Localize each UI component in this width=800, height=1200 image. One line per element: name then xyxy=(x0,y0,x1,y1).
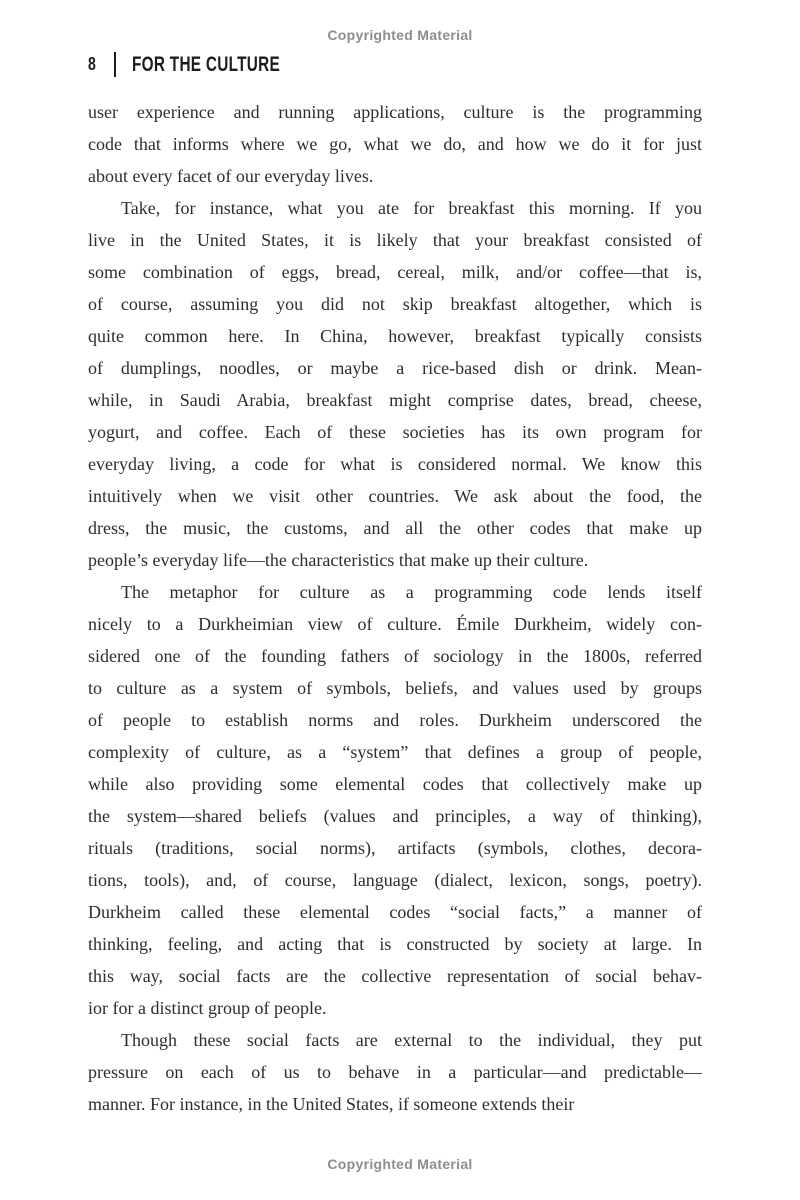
text-line: some combination of eggs, bread, cereal, milk, and/or coffee—that is, xyxy=(88,262,702,282)
text-line: of dumplings, noodles, or maybe a rice-based dish or drink. Mean- xyxy=(88,358,702,378)
text-line: of course, assuming you did not skip breakfast altogether, which is xyxy=(88,294,702,314)
text-line: thinking, feeling, and acting that is constructed by society at large. In xyxy=(88,934,702,954)
text-line: to culture as a system of symbols, beliefs, and values used by groups xyxy=(88,678,702,698)
text-line: Take, for instance, what you ate for breakfast this morning. If you xyxy=(121,198,702,218)
text-line: user experience and running applications, culture is the programming xyxy=(88,102,702,122)
text-line: dress, the music, the customs, and all the other codes that make up xyxy=(88,518,702,538)
text-line: everyday living, a code for what is considered normal. We know this xyxy=(88,454,702,474)
text-line: while also providing some elemental codes that collectively make up xyxy=(88,774,702,794)
text-line: rituals (traditions, social norms), artifacts (symbols, clothes, decora- xyxy=(88,838,702,858)
text-line: this way, social facts are the collective representation of social behav- xyxy=(88,966,702,986)
body-text xyxy=(88,96,702,1120)
text-line: code that informs where we go, what we do, and how we do it for just xyxy=(88,134,702,154)
text-line: sidered one of the founding fathers of sociology in the 1800s, referred xyxy=(88,646,702,666)
copyright-notice-top: Copyrighted Material xyxy=(327,27,473,43)
text-line: The metaphor for culture as a programming code lends itself xyxy=(121,582,702,602)
text-line: manner. For instance, in the United States, if someone extends their xyxy=(88,1094,575,1114)
page-number: 8 xyxy=(88,54,96,74)
text-line: nicely to a Durkheimian view of culture. Émile Durkheim, widely con- xyxy=(88,614,702,634)
text-line: quite common here. In China, however, breakfast typically consists xyxy=(88,326,702,346)
text-line: Durkheim called these elemental codes “social facts,” a manner of xyxy=(88,902,702,922)
text-line: yogurt, and coffee. Each of these societies has its own program for xyxy=(88,422,702,442)
text-line: the system—shared beliefs (values and principles, a way of thinking), xyxy=(88,806,702,826)
text-line: about every facet of our everyday lives. xyxy=(88,166,374,186)
text-line: people’s everyday life—the characteristics that make up their culture. xyxy=(88,550,589,570)
text-line: Though these social facts are external to the individual, they put xyxy=(121,1030,702,1050)
running-header xyxy=(88,52,335,77)
chapter-title: FOR THE CULTURE xyxy=(132,52,281,76)
text-line: ior for a distinct group of people. xyxy=(88,998,327,1018)
text-line: of people to establish norms and roles. Durkheim underscored the xyxy=(88,710,702,730)
text-line: tions, tools), and, of course, language (dialect, lexicon, songs, poetry). xyxy=(88,870,702,890)
text-line: pressure on each of us to behave in a particular—and predictable— xyxy=(88,1062,702,1082)
text-line: live in the United States, it is likely that your breakfast consisted of xyxy=(88,230,702,250)
copyright-notice-bottom: Copyrighted Material xyxy=(327,1156,473,1172)
text-line: while, in Saudi Arabia, breakfast might comprise dates, bread, cheese, xyxy=(88,390,702,410)
text-line: intuitively when we visit other countries. We ask about the food, the xyxy=(88,486,702,506)
header-divider xyxy=(114,52,116,77)
text-line: complexity of culture, as a “system” that defines a group of people, xyxy=(88,742,702,762)
